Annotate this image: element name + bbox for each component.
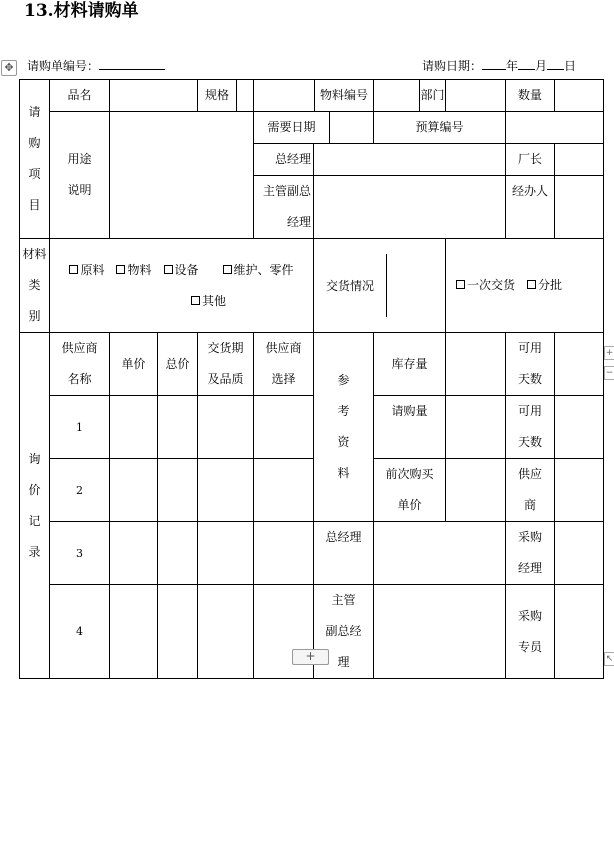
request-date-field (422, 58, 576, 73)
material-type-label: 材料类 别 (20, 239, 50, 333)
required-date-area (254, 112, 374, 144)
purpose-cell[interactable] (110, 112, 254, 239)
add-row-button[interactable]: + (292, 649, 329, 665)
material-type-options (50, 239, 314, 333)
remove-column-minus-icon[interactable]: − (605, 368, 614, 378)
quantity-label: 数量 (506, 80, 555, 112)
request-number-label: 请购单编号： (27, 59, 100, 73)
handler-label: 经办人 (506, 176, 555, 239)
month-blank[interactable] (518, 58, 535, 70)
purchasing-manager-label: 采购 经理 (506, 522, 555, 585)
year-blank[interactable] (482, 58, 506, 70)
delivery-quality-header: 交货期 及品质 (198, 333, 254, 396)
type-raw-checkbox[interactable]: 原料 (69, 263, 104, 277)
product-name-label: 品名 (50, 80, 110, 112)
stock-label: 库存量 (374, 333, 446, 396)
request-number-blank[interactable] (99, 58, 165, 70)
row1-total-price[interactable] (158, 396, 198, 459)
budget-no-cell[interactable] (506, 112, 604, 144)
supplier-label: 供应 商 (506, 459, 555, 522)
purchasing-manager-cell[interactable] (555, 522, 604, 585)
available-days-label-2: 可用 天数 (506, 396, 555, 459)
reference-label: 参 考 资 料 (314, 333, 374, 522)
inquiry-deputy-gm-label: 主管 副总经 理 (314, 585, 374, 679)
year-label: 年 (506, 59, 519, 73)
resize-corner-icon[interactable]: ↖ (605, 654, 614, 664)
supplier-choice-header: 供应商 选择 (254, 333, 314, 396)
factory-director-cell[interactable] (555, 144, 604, 176)
last-price-label: 前次购买 单价 (374, 459, 446, 522)
delivery-label: 交货情况 (325, 278, 374, 293)
material-request-table (19, 79, 604, 679)
row2-supplier-choice[interactable] (254, 459, 314, 522)
buyer-label: 采购 专员 (506, 585, 555, 679)
available-days-label-1: 可用 天数 (506, 333, 555, 396)
available-days-cell-2[interactable] (555, 396, 604, 459)
row-number: 3 (50, 522, 110, 585)
request-number-field (27, 58, 165, 73)
inquiry-section-label: 询 价 记 录 (20, 333, 50, 679)
buyer-cell[interactable] (555, 585, 604, 679)
last-price-cell[interactable] (446, 459, 506, 522)
total-price-header: 总价 (158, 333, 198, 396)
inquiry-deputy-gm-sign-cell[interactable] (374, 585, 506, 679)
department-cell[interactable] (446, 80, 506, 112)
required-date-label: 需要日期 (267, 120, 316, 134)
spec-value-cell[interactable] (254, 80, 314, 111)
gm-label: 总经理 (254, 144, 314, 176)
row-number: 2 (50, 459, 110, 522)
row4-total-price[interactable] (158, 585, 198, 679)
inquiry-gm-label: 总经理 (314, 522, 374, 585)
budget-no-label: 预算编号 (374, 112, 506, 144)
quantity-cell[interactable] (555, 80, 604, 112)
day-label: 日 (564, 59, 577, 73)
type-material-checkbox[interactable]: 物料 (116, 263, 151, 277)
purpose-label: 用途 说明 (50, 112, 110, 239)
request-section-label: 请 购 项 目 (20, 80, 50, 239)
inquiry-gm-sign-cell[interactable] (374, 522, 506, 585)
type-other-checkbox[interactable]: 其他 (191, 294, 226, 308)
add-column-plus-icon[interactable]: + (605, 348, 614, 358)
delivery-batch-checkbox[interactable]: 分批 (527, 278, 562, 292)
material-no-cell[interactable] (374, 80, 420, 111)
factory-director-label: 厂长 (506, 144, 555, 176)
handler-cell[interactable] (555, 176, 604, 239)
table-move-handle-icon[interactable]: ✥ (1, 60, 17, 76)
type-equipment-checkbox[interactable]: 设备 (164, 263, 199, 277)
delivery-once-checkbox[interactable]: 一次交货 (456, 278, 515, 292)
month-label: 月 (535, 59, 548, 73)
row4-unit-price[interactable] (110, 585, 158, 679)
row1-supplier-choice[interactable] (254, 396, 314, 459)
required-date-cell[interactable] (329, 112, 373, 143)
gm-sign-cell[interactable] (314, 144, 506, 176)
dept-area (374, 80, 446, 112)
delivery-options (446, 239, 604, 333)
material-no-label: 物料编号 (314, 80, 373, 111)
row2-total-price[interactable] (158, 459, 198, 522)
material-no-area (254, 80, 374, 112)
request-date-label: 请购日期： (422, 59, 483, 73)
row3-delivery-quality[interactable] (198, 522, 254, 585)
requested-qty-cell[interactable] (446, 396, 506, 459)
stock-cell[interactable] (446, 333, 506, 396)
available-days-cell-1[interactable] (555, 333, 604, 396)
row1-unit-price[interactable] (110, 396, 158, 459)
row3-total-price[interactable] (158, 522, 198, 585)
requested-qty-label: 请购量 (374, 396, 446, 459)
supplier-name-header: 供应商 名称 (50, 333, 110, 396)
product-name-cell[interactable] (110, 80, 198, 112)
day-blank[interactable] (547, 58, 564, 70)
supplier-cell[interactable] (555, 459, 604, 522)
type-maintenance-checkbox[interactable]: 维护、零件 (223, 263, 294, 277)
row-number: 1 (50, 396, 110, 459)
row3-unit-price[interactable] (110, 522, 158, 585)
spec-label: 规格 (198, 80, 254, 112)
row3-supplier-choice[interactable] (254, 522, 314, 585)
document-title: 13.材料请购单 (24, 1, 139, 21)
unit-price-header: 单价 (110, 333, 158, 396)
delivery-area (314, 239, 446, 333)
department-label: 部门 (420, 88, 445, 102)
row-number: 4 (50, 585, 110, 679)
row1-delivery-quality[interactable] (198, 396, 254, 459)
row2-unit-price[interactable] (110, 459, 158, 522)
row2-delivery-quality[interactable] (198, 459, 254, 522)
deputy-gm-sign-cell[interactable] (314, 176, 506, 239)
row4-delivery-quality[interactable] (198, 585, 254, 679)
deputy-gm-label: 主管副总 经理 (254, 176, 314, 239)
